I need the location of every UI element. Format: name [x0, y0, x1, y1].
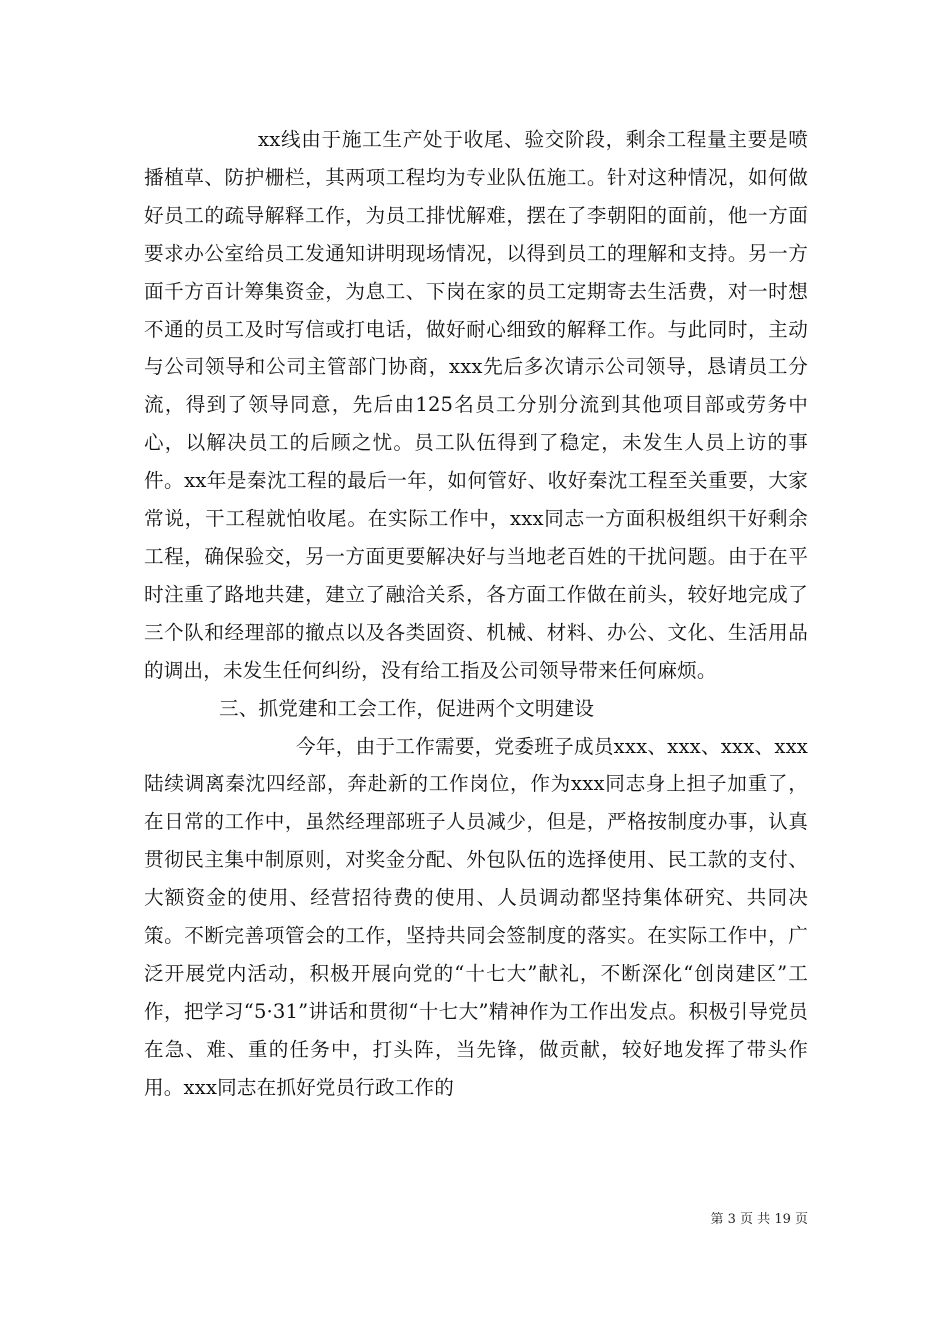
page-number-footer: 第 3 页 共 19 页	[710, 1212, 808, 1227]
body-paragraph-2: 今年，由于工作需要，党委班子成员xxx、xxx、xxx、xxx陆续调离秦沈四经部，奔赴新的工作岗位，作为xxx同志身上担子加重了，在日常的工作中，虽然经理部班子人员减少，但是，严格按制度办事，认真贯彻民主集中制原则，对奖金分配、外包队伍的选择使用、民工款的支付、大额资金的使用、经营招待费的使用、人员调动都坚持集体研究、共同决策。不断完善项管会的工作，坚持共同会签制度的落实。在实际工作中，广泛开展党内活动，积极开展向党的“十七大”献礼，不断深化“创岗建区”工作，把学习“5·31”讲话和贯彻“十七大”精神作为工作出发点。积极引导党员在急、难、重的任务中，打头阵，当先锋，做贡献，较好地发挥了带头作用。xxx同志在抓好党员行政工作的	[144, 734, 808, 1099]
document-body	[144, 121, 808, 1107]
section-heading: 三、抓党建和工会工作，促进两个文明建设	[219, 696, 595, 720]
body-paragraph-1: xx线由于施工生产处于收尾、验交阶段，剩余工程量主要是喷播植草、防护栅栏，其两项工程均为专业队伍施工。针对这种情况，如何做好员工的疏导解释工作，为员工排忧解难，摆在了李朝阳的面前，他一方面要求办公室给员工发通知讲明现场情况，以得到员工的理解和支持。另一方面千方百计筹集资金，为息工、下岗在家的员工定期寄去生活费，对一时想不通的员工及时写信或打电话，做好耐心细致的解释工作。与此同时，主动与公司领导和公司主管部门协商，xxx先后多次请示公司领导，恳请员工分流，得到了领导同意，先后由125名员工分别分流到其他项目部或劳务中心，以解决员工的后顾之忧。员工队伍得到了稳定，未发生人员上访的事件。xx年是秦沈工程的最后一年，如何管好、收好秦沈工程至关重要，大家常说，干工程就怕收尾。在实际工作中，xxx同志一方面积极组织干好剩余工程，确保验交，另一方面更要解决好与当地老百姓的干扰问题。由于在平时注重了路地共建，建立了融洽关系，各方面工作做在前头，较好地完成了三个队和经理部的撤点以及各类固资、机械、材料、办公、文化、生活用品的调出，未发生任何纠纷，没有给工指及公司领导带来任何麻烦。	[144, 128, 808, 682]
